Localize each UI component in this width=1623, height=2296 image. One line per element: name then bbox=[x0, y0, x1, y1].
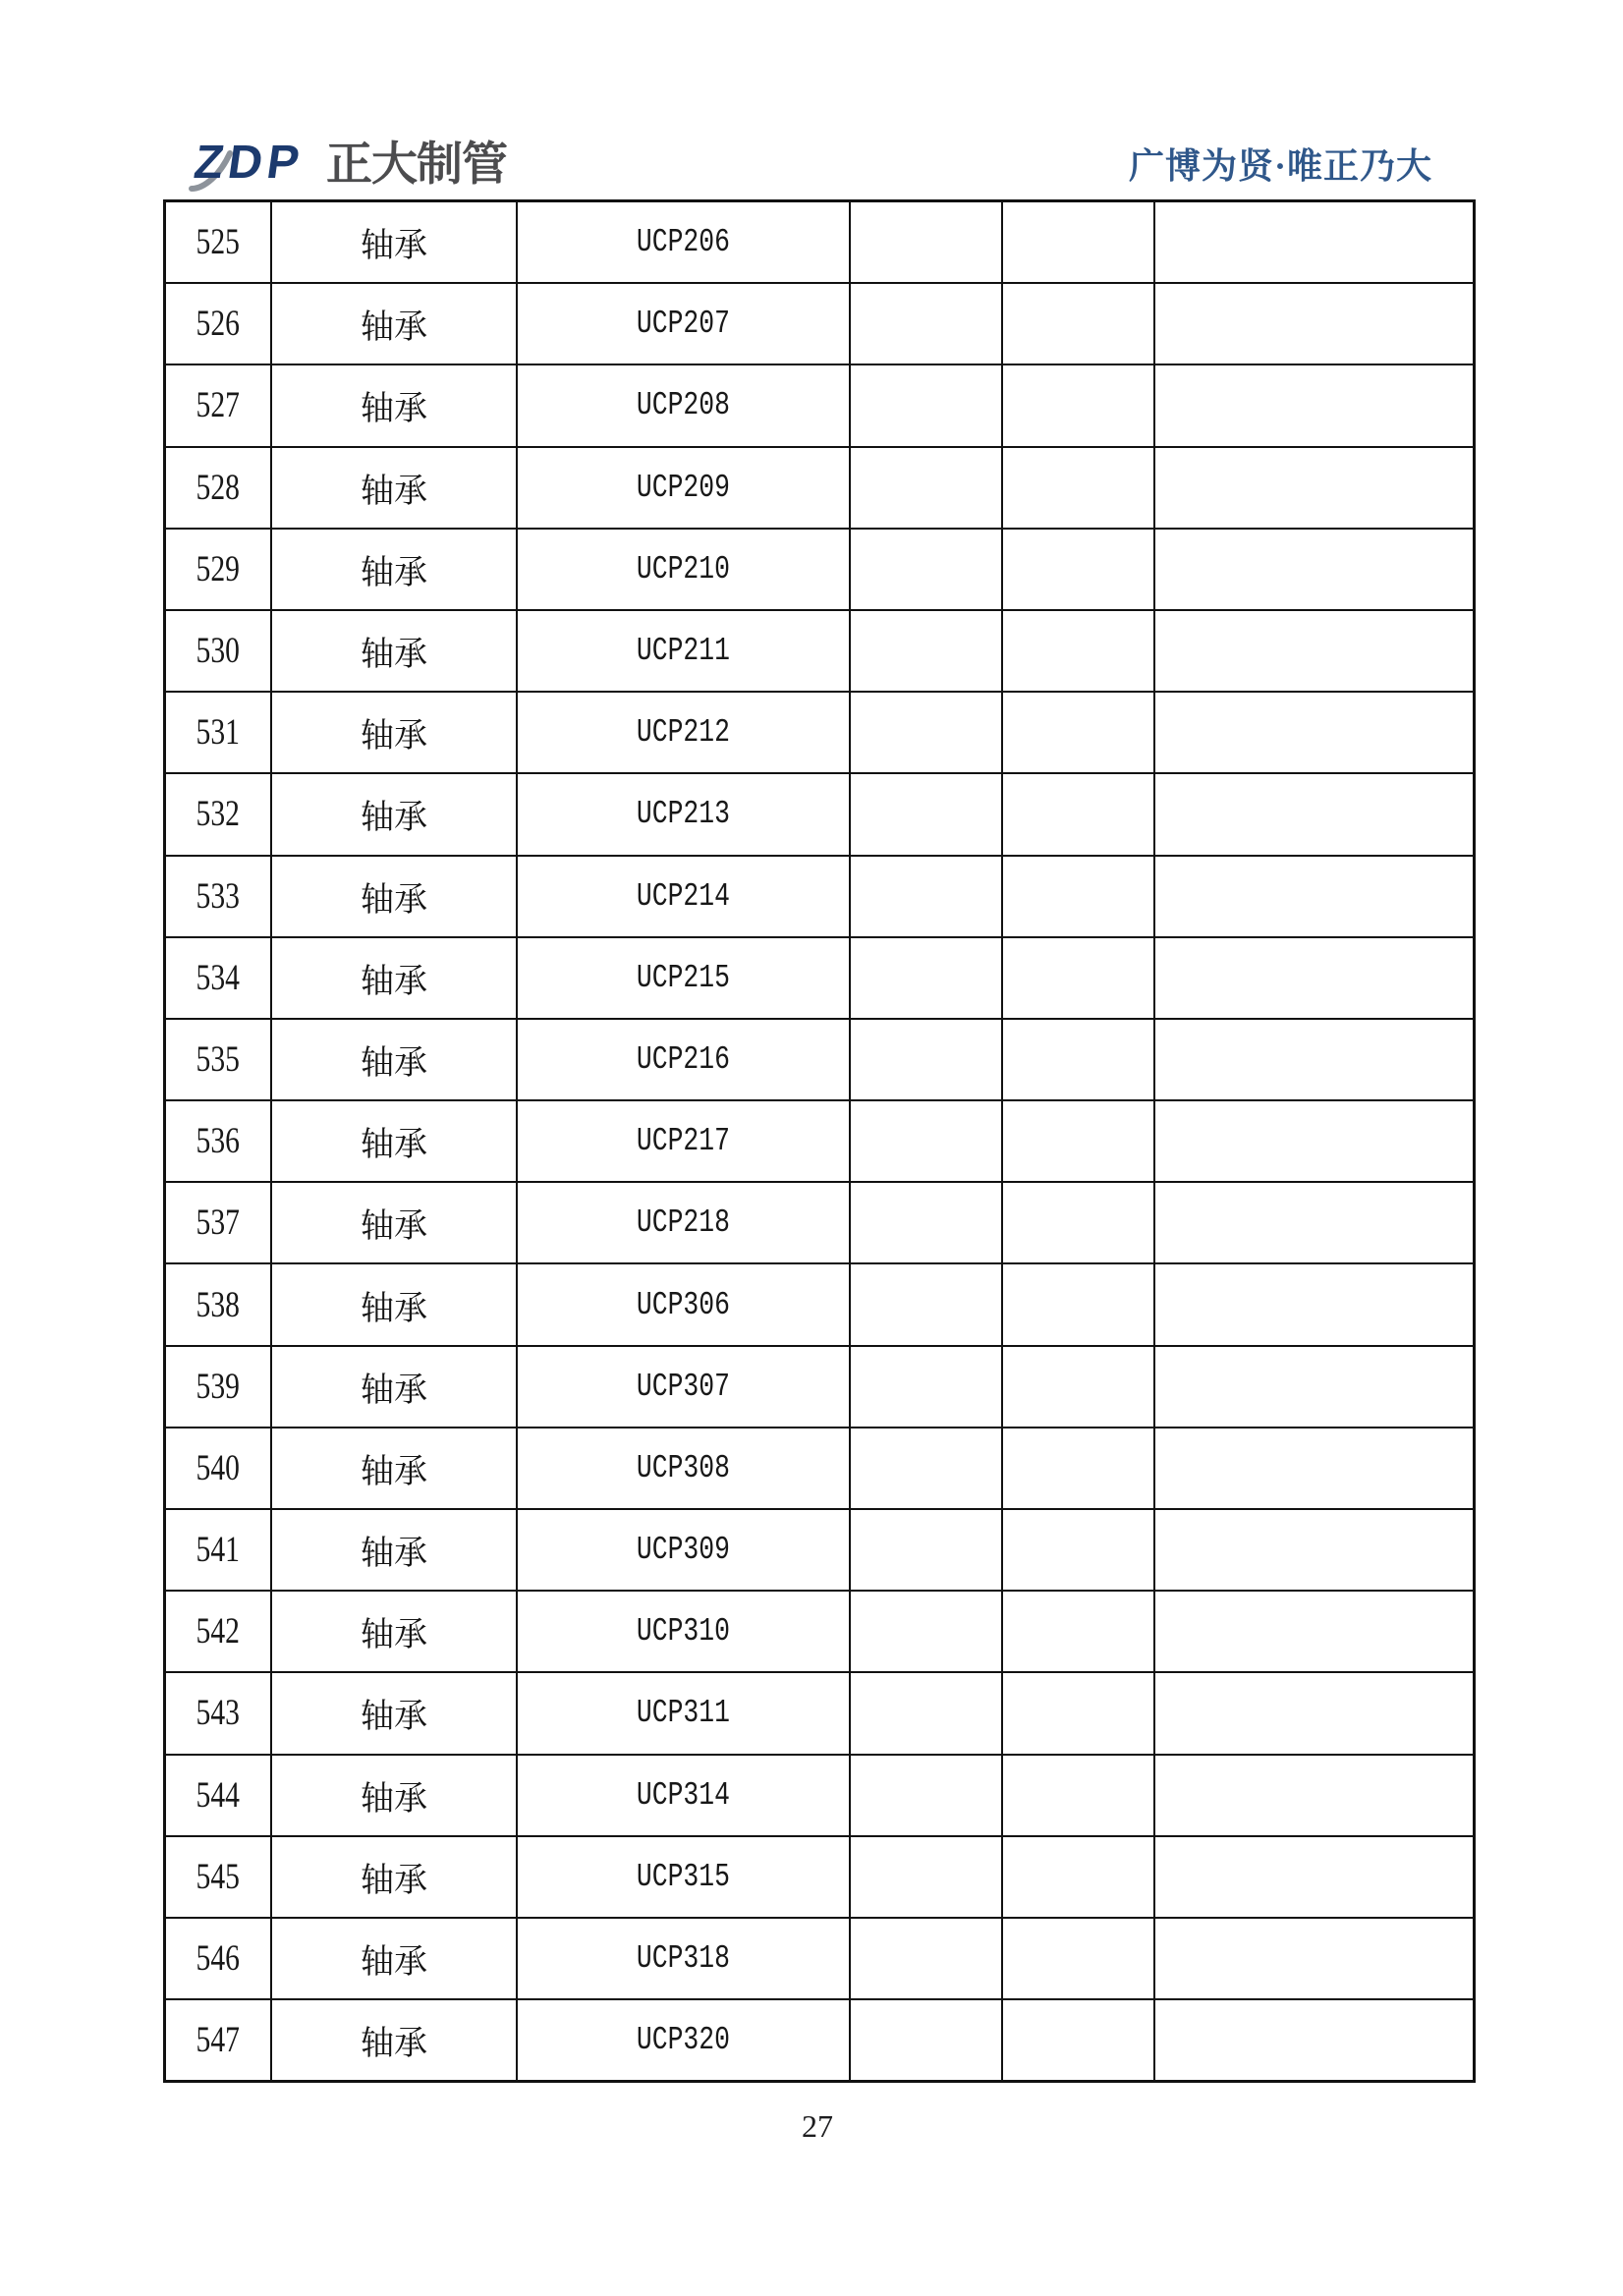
empty-cell bbox=[1154, 447, 1474, 529]
empty-cell bbox=[850, 529, 1002, 610]
row-number-cell bbox=[165, 1019, 271, 1100]
empty-cell bbox=[850, 283, 1002, 364]
model-cell bbox=[517, 1263, 850, 1345]
empty-cell bbox=[850, 856, 1002, 937]
table-container bbox=[163, 199, 1476, 2083]
parts-table bbox=[163, 199, 1476, 2083]
table-row bbox=[165, 1019, 1474, 1100]
empty-cell bbox=[1002, 1918, 1154, 1999]
empty-cell bbox=[1154, 610, 1474, 692]
model-cell-text: UCP213 bbox=[636, 796, 731, 833]
model-cell-text: UCP318 bbox=[636, 1940, 731, 1978]
model-cell-text: UCP314 bbox=[636, 1776, 731, 1814]
model-cell bbox=[517, 1346, 850, 1428]
part-name-cell: 轴承 bbox=[271, 773, 517, 855]
model-cell bbox=[517, 937, 850, 1019]
row-number-cell-text: 545 bbox=[196, 1856, 241, 1897]
part-name-cell: 轴承 bbox=[271, 1591, 517, 1672]
empty-cell bbox=[1002, 447, 1154, 529]
model-cell-text: UCP218 bbox=[636, 1204, 731, 1242]
table-row bbox=[165, 1346, 1474, 1428]
table-row bbox=[165, 1918, 1474, 1999]
table-row bbox=[165, 364, 1474, 446]
part-name-cell: 轴承 bbox=[271, 1346, 517, 1428]
empty-cell bbox=[850, 364, 1002, 446]
empty-cell bbox=[1002, 610, 1154, 692]
table-row bbox=[165, 1999, 1474, 2081]
row-number-cell bbox=[165, 1755, 271, 1836]
empty-cell bbox=[850, 1100, 1002, 1182]
part-name-cell: 轴承 bbox=[271, 1672, 517, 1754]
table-row bbox=[165, 1591, 1474, 1672]
part-name-cell: 轴承 bbox=[271, 1100, 517, 1182]
header-slogan: 广博为贤·唯正乃大 bbox=[1128, 146, 1432, 186]
empty-cell bbox=[1154, 937, 1474, 1019]
empty-cell bbox=[1002, 773, 1154, 855]
row-number-cell-text: 534 bbox=[196, 957, 241, 998]
model-cell bbox=[517, 773, 850, 855]
row-number-cell bbox=[165, 1263, 271, 1345]
row-number-cell-text: 542 bbox=[196, 1611, 241, 1652]
empty-cell bbox=[850, 1755, 1002, 1836]
row-number-cell bbox=[165, 1672, 271, 1754]
empty-cell bbox=[1154, 364, 1474, 446]
row-number-cell bbox=[165, 1100, 271, 1182]
row-number-cell bbox=[165, 1346, 271, 1428]
row-number-cell-text: 526 bbox=[196, 304, 241, 345]
empty-cell bbox=[850, 1836, 1002, 1918]
row-number-cell bbox=[165, 1918, 271, 1999]
part-name-cell: 轴承 bbox=[271, 1019, 517, 1100]
empty-cell bbox=[1154, 1836, 1474, 1918]
table-row bbox=[165, 283, 1474, 364]
empty-cell bbox=[1154, 201, 1474, 283]
row-number-cell bbox=[165, 937, 271, 1019]
row-number-cell-text: 547 bbox=[196, 2020, 241, 2061]
empty-cell bbox=[1002, 1591, 1154, 1672]
row-number-cell-text: 531 bbox=[196, 712, 241, 754]
empty-cell bbox=[1002, 364, 1154, 446]
empty-cell bbox=[850, 1999, 1002, 2081]
row-number-cell-text: 525 bbox=[196, 222, 241, 263]
empty-cell bbox=[1002, 1100, 1154, 1182]
empty-cell bbox=[1002, 1019, 1154, 1100]
empty-cell bbox=[850, 1263, 1002, 1345]
empty-cell bbox=[1002, 1836, 1154, 1918]
row-number-cell bbox=[165, 1591, 271, 1672]
empty-cell bbox=[1154, 1428, 1474, 1509]
table-row bbox=[165, 856, 1474, 937]
row-number-cell-text: 538 bbox=[196, 1284, 241, 1325]
table-row bbox=[165, 201, 1474, 283]
empty-cell bbox=[1002, 1672, 1154, 1754]
empty-cell bbox=[850, 1672, 1002, 1754]
empty-cell bbox=[850, 201, 1002, 283]
empty-cell bbox=[1154, 1591, 1474, 1672]
empty-cell bbox=[1154, 1509, 1474, 1591]
model-cell-text: UCP215 bbox=[636, 959, 731, 996]
model-cell bbox=[517, 201, 850, 283]
empty-cell bbox=[1154, 1019, 1474, 1100]
empty-cell bbox=[850, 773, 1002, 855]
row-number-cell-text: 544 bbox=[196, 1774, 241, 1816]
empty-cell bbox=[850, 692, 1002, 773]
empty-cell bbox=[1002, 1182, 1154, 1263]
model-cell bbox=[517, 1509, 850, 1591]
model-cell-text: UCP216 bbox=[636, 1040, 731, 1078]
empty-cell bbox=[1002, 283, 1154, 364]
empty-cell bbox=[1154, 529, 1474, 610]
model-cell-text: UCP209 bbox=[636, 469, 731, 506]
part-name-cell: 轴承 bbox=[271, 1509, 517, 1591]
empty-cell bbox=[1154, 1672, 1474, 1754]
row-number-cell-text: 543 bbox=[196, 1693, 241, 1734]
row-number-cell-text: 530 bbox=[196, 631, 241, 672]
row-number-cell bbox=[165, 283, 271, 364]
model-cell bbox=[517, 364, 850, 446]
logo-zdp-text: ZDP bbox=[191, 137, 308, 189]
part-name-cell: 轴承 bbox=[271, 364, 517, 446]
model-cell-text: UCP208 bbox=[636, 387, 731, 424]
model-cell-text: UCP311 bbox=[636, 1695, 731, 1732]
model-cell-text: UCP217 bbox=[636, 1123, 731, 1160]
empty-cell bbox=[1002, 529, 1154, 610]
model-cell bbox=[517, 1182, 850, 1263]
row-number-cell bbox=[165, 1836, 271, 1918]
model-cell-text: UCP206 bbox=[636, 224, 731, 261]
empty-cell bbox=[1154, 1918, 1474, 1999]
empty-cell bbox=[1002, 856, 1154, 937]
table-row bbox=[165, 937, 1474, 1019]
row-number-cell bbox=[165, 1509, 271, 1591]
part-name-cell: 轴承 bbox=[271, 1182, 517, 1263]
model-cell-text: UCP210 bbox=[636, 550, 731, 588]
row-number-cell bbox=[165, 1182, 271, 1263]
empty-cell bbox=[1002, 1346, 1154, 1428]
empty-cell bbox=[1154, 1999, 1474, 2081]
model-cell-text: UCP307 bbox=[636, 1368, 731, 1405]
empty-cell bbox=[1154, 1182, 1474, 1263]
table-row bbox=[165, 1755, 1474, 1836]
model-cell-text: UCP308 bbox=[636, 1449, 731, 1486]
row-number-cell-text: 529 bbox=[196, 548, 241, 589]
row-number-cell bbox=[165, 1999, 271, 2081]
empty-cell bbox=[1154, 1346, 1474, 1428]
company-logo bbox=[191, 137, 308, 196]
row-number-cell bbox=[165, 1428, 271, 1509]
table-row bbox=[165, 1428, 1474, 1509]
table-row bbox=[165, 1182, 1474, 1263]
model-cell bbox=[517, 856, 850, 937]
row-number-cell bbox=[165, 610, 271, 692]
empty-cell bbox=[1002, 1755, 1154, 1836]
model-cell bbox=[517, 1918, 850, 1999]
row-number-cell-text: 540 bbox=[196, 1447, 241, 1488]
row-number-cell-text: 532 bbox=[196, 794, 241, 835]
model-cell bbox=[517, 1428, 850, 1509]
table-row bbox=[165, 1672, 1474, 1754]
row-number-cell-text: 546 bbox=[196, 1938, 241, 1980]
empty-cell bbox=[1154, 1263, 1474, 1345]
table-row bbox=[165, 773, 1474, 855]
model-cell bbox=[517, 1836, 850, 1918]
empty-cell bbox=[850, 937, 1002, 1019]
model-cell bbox=[517, 1999, 850, 2081]
part-name-cell: 轴承 bbox=[271, 447, 517, 529]
model-cell bbox=[517, 1672, 850, 1754]
row-number-cell bbox=[165, 856, 271, 937]
part-name-cell: 轴承 bbox=[271, 1263, 517, 1345]
empty-cell bbox=[1154, 692, 1474, 773]
model-cell bbox=[517, 692, 850, 773]
row-number-cell bbox=[165, 447, 271, 529]
row-number-cell-text: 528 bbox=[196, 467, 241, 508]
table-row bbox=[165, 1836, 1474, 1918]
empty-cell bbox=[850, 610, 1002, 692]
part-name-cell: 轴承 bbox=[271, 692, 517, 773]
model-cell-text: UCP211 bbox=[636, 633, 731, 670]
model-cell bbox=[517, 1019, 850, 1100]
table-row bbox=[165, 692, 1474, 773]
empty-cell bbox=[850, 1019, 1002, 1100]
empty-cell bbox=[1002, 1509, 1154, 1591]
model-cell bbox=[517, 1591, 850, 1672]
model-cell-text: UCP309 bbox=[636, 1532, 731, 1569]
model-cell-text: UCP320 bbox=[636, 2022, 731, 2059]
empty-cell bbox=[1002, 201, 1154, 283]
row-number-cell bbox=[165, 201, 271, 283]
part-name-cell: 轴承 bbox=[271, 1428, 517, 1509]
page-number: 27 bbox=[802, 2108, 833, 2144]
part-name-cell: 轴承 bbox=[271, 610, 517, 692]
part-name-cell: 轴承 bbox=[271, 1755, 517, 1836]
table-row bbox=[165, 610, 1474, 692]
company-name: 正大制管 bbox=[326, 138, 507, 190]
model-cell bbox=[517, 447, 850, 529]
empty-cell bbox=[1002, 1428, 1154, 1509]
table-row bbox=[165, 1100, 1474, 1182]
model-cell bbox=[517, 529, 850, 610]
model-cell-text: UCP212 bbox=[636, 714, 731, 752]
model-cell bbox=[517, 610, 850, 692]
model-cell bbox=[517, 1755, 850, 1836]
empty-cell bbox=[1002, 1263, 1154, 1345]
empty-cell bbox=[850, 1591, 1002, 1672]
part-name-cell: 轴承 bbox=[271, 856, 517, 937]
table-row bbox=[165, 1263, 1474, 1345]
empty-cell bbox=[850, 1346, 1002, 1428]
empty-cell bbox=[1154, 856, 1474, 937]
empty-cell bbox=[850, 1428, 1002, 1509]
empty-cell bbox=[850, 447, 1002, 529]
table-row bbox=[165, 1509, 1474, 1591]
empty-cell bbox=[1002, 1999, 1154, 2081]
empty-cell bbox=[850, 1182, 1002, 1263]
part-name-cell: 轴承 bbox=[271, 201, 517, 283]
part-name-cell: 轴承 bbox=[271, 1999, 517, 2081]
row-number-cell-text: 541 bbox=[196, 1530, 241, 1571]
model-cell-text: UCP310 bbox=[636, 1613, 731, 1651]
empty-cell bbox=[1154, 1100, 1474, 1182]
part-name-cell: 轴承 bbox=[271, 529, 517, 610]
empty-cell bbox=[1154, 1755, 1474, 1836]
empty-cell bbox=[850, 1509, 1002, 1591]
row-number-cell-text: 533 bbox=[196, 875, 241, 917]
empty-cell bbox=[850, 1918, 1002, 1999]
model-cell bbox=[517, 283, 850, 364]
part-name-cell: 轴承 bbox=[271, 937, 517, 1019]
table-row bbox=[165, 447, 1474, 529]
row-number-cell bbox=[165, 364, 271, 446]
model-cell-text: UCP207 bbox=[636, 306, 731, 343]
empty-cell bbox=[1002, 692, 1154, 773]
model-cell-text: UCP315 bbox=[636, 1858, 731, 1895]
part-name-cell: 轴承 bbox=[271, 1918, 517, 1999]
model-cell bbox=[517, 1100, 850, 1182]
row-number-cell-text: 535 bbox=[196, 1038, 241, 1080]
row-number-cell-text: 536 bbox=[196, 1121, 241, 1162]
row-number-cell-text: 537 bbox=[196, 1203, 241, 1244]
row-number-cell bbox=[165, 692, 271, 773]
row-number-cell bbox=[165, 529, 271, 610]
table-row bbox=[165, 529, 1474, 610]
model-cell-text: UCP306 bbox=[636, 1286, 731, 1323]
empty-cell bbox=[1002, 937, 1154, 1019]
model-cell-text: UCP214 bbox=[636, 877, 731, 915]
empty-cell bbox=[1154, 773, 1474, 855]
empty-cell bbox=[1154, 283, 1474, 364]
row-number-cell bbox=[165, 773, 271, 855]
part-name-cell: 轴承 bbox=[271, 283, 517, 364]
row-number-cell-text: 539 bbox=[196, 1366, 241, 1407]
part-name-cell: 轴承 bbox=[271, 1836, 517, 1918]
row-number-cell-text: 527 bbox=[196, 385, 241, 426]
